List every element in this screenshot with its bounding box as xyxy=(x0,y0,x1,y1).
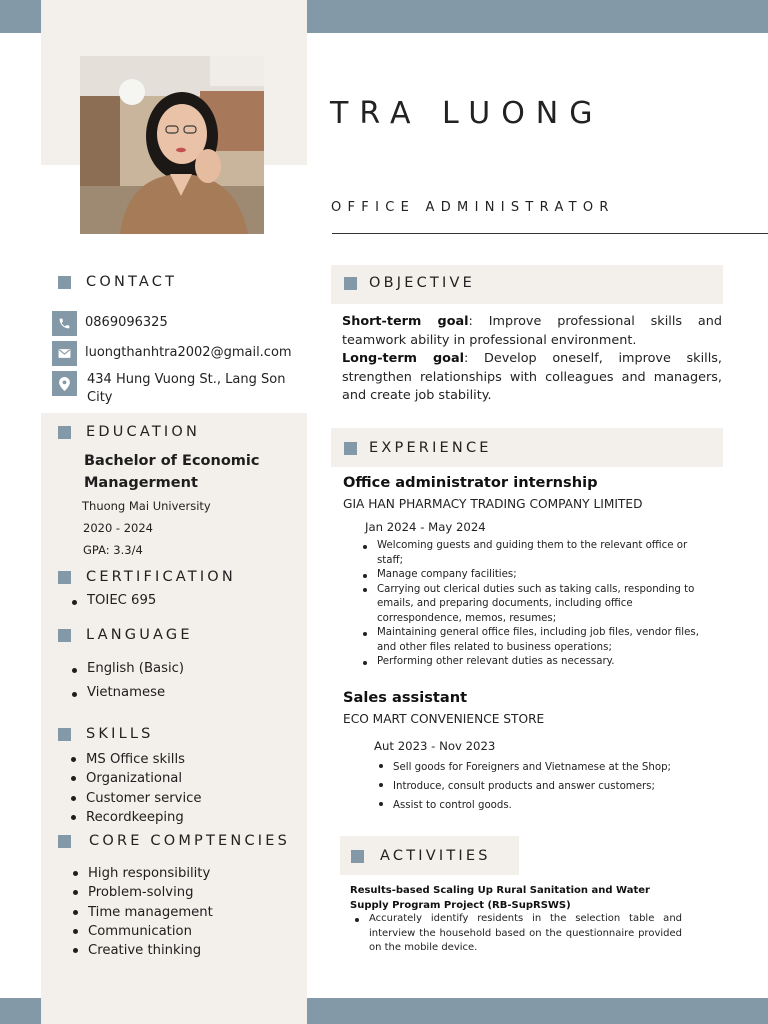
certification-heading xyxy=(58,569,236,585)
list-item: Time management xyxy=(71,903,213,922)
phone-icon xyxy=(52,311,77,336)
header-divider xyxy=(332,233,768,234)
core-competencies-list xyxy=(71,864,213,960)
location-pin-icon xyxy=(52,371,77,396)
heading-square-icon xyxy=(58,276,71,289)
list-item: Recordkeeping xyxy=(69,808,202,827)
list-item: Sell goods for Foreigners and Vietnamese at the Shop; xyxy=(378,758,708,777)
long-term-label: Long-term goal xyxy=(342,351,464,366)
list-item: Carrying out clerical duties such as taking calls, responding to emails, and preparing documents, including office correspondence, memos, resumes; xyxy=(362,583,712,627)
list-item: Performing other relevant duties as necessary. xyxy=(362,655,712,670)
education-school: Thuong Mai University xyxy=(82,499,211,513)
list-item: Maintaining general office files, including job files, vendor files, and other files related to business operations; xyxy=(362,626,712,655)
candidate-name: TRA LUONG xyxy=(330,96,604,131)
education-heading xyxy=(58,424,200,440)
education-gpa: GPA: 3.3/4 xyxy=(83,543,143,557)
job-company: ECO MART CONVENIENCE STORE xyxy=(343,712,545,726)
education-degree: Bachelor of Economic Managerment xyxy=(84,453,260,491)
skills-title: SKILLS xyxy=(86,726,154,742)
activity-project-title: Results-based Scaling Up Rural Sanitation and Water Supply Program Project (RB-SupRSWS) xyxy=(350,885,650,911)
list-item: TOIEC 695 xyxy=(70,593,156,608)
list-item: Organizational xyxy=(69,769,202,788)
heading-square-icon xyxy=(344,442,357,455)
list-item: High responsibility xyxy=(71,864,213,883)
list-item: Customer service xyxy=(69,789,202,808)
certification-title: CERTIFICATION xyxy=(86,569,236,585)
activities-heading xyxy=(351,848,491,864)
objective-heading xyxy=(344,275,475,291)
list-item: Assist to control goods. xyxy=(378,796,708,815)
job-company: GIA HAN PHARMACY TRADING COMPANY LIMITED xyxy=(343,497,643,511)
list-item: Communication xyxy=(71,922,213,941)
activities-title: ACTIVITIES xyxy=(380,848,491,864)
education-years: 2020 - 2024 xyxy=(83,521,153,535)
heading-square-icon xyxy=(58,835,71,848)
list-item: Problem-solving xyxy=(71,883,213,902)
heading-square-icon xyxy=(58,728,71,741)
heading-square-icon xyxy=(58,629,71,642)
job-title: Office administrator internship xyxy=(343,474,598,491)
objective-text xyxy=(342,313,722,406)
list-item: Accurately identify residents in the selection table and interview the household based on the questionnaire provided on the mobile device. xyxy=(354,912,682,956)
job-date: Jan 2024 - May 2024 xyxy=(365,520,486,534)
heading-square-icon xyxy=(58,426,71,439)
contact-title: CONTACT xyxy=(86,274,178,290)
language-title: LANGUAGE xyxy=(86,627,193,643)
list-item: Welcoming guests and guiding them to the relevant office or staff; xyxy=(362,539,712,568)
language-list xyxy=(70,661,184,700)
list-item: MS Office skills xyxy=(69,750,202,769)
mail-icon xyxy=(52,341,77,366)
list-item: Vietnamese xyxy=(70,685,184,700)
certification-list xyxy=(70,593,156,608)
phone-text: 0869096325 xyxy=(85,315,168,330)
job-date: Aut 2023 - Nov 2023 xyxy=(374,739,496,753)
email-text: luongthanhtra2002@gmail.com xyxy=(85,345,292,360)
contact-phone[interactable] xyxy=(52,311,168,336)
objective-title: OBJECTIVE xyxy=(369,275,475,291)
profile-photo xyxy=(80,56,264,234)
contact-heading xyxy=(58,274,177,290)
education-title: EDUCATION xyxy=(86,424,201,440)
heading-square-icon xyxy=(344,277,357,290)
job-title: Sales assistant xyxy=(343,689,468,706)
core-competencies-heading xyxy=(58,833,290,849)
experience-title: EXPERIENCE xyxy=(369,440,492,456)
activity-list xyxy=(354,912,682,956)
skills-list xyxy=(69,750,202,827)
experience-heading xyxy=(344,440,492,456)
heading-square-icon xyxy=(58,571,71,584)
list-item: English (Basic) xyxy=(70,661,184,676)
short-term-text: : Improve professional skills and teamwork ability in professional environment. xyxy=(342,314,722,348)
language-heading xyxy=(58,627,193,643)
long-term-text: : Develop oneself, improve skills, strengthen relationships with colleagues and managers, and create job stability. xyxy=(342,351,722,403)
job-duties-list xyxy=(378,758,708,815)
candidate-role: OFFICE ADMINISTRATOR xyxy=(331,200,615,215)
list-item: Manage company facilities; xyxy=(362,568,712,583)
contact-address xyxy=(52,371,292,407)
job-duties-list xyxy=(362,539,712,670)
contact-email[interactable] xyxy=(52,341,292,366)
list-item: Creative thinking xyxy=(71,941,213,960)
skills-heading xyxy=(58,726,154,742)
heading-square-icon xyxy=(351,850,364,863)
short-term-label: Short-term goal xyxy=(342,314,469,329)
address-text: 434 Hung Vuong St., Lang Son City xyxy=(87,372,286,405)
core-competencies-title: CORE COMPTENCIES xyxy=(89,833,291,849)
list-item: Introduce, consult products and answer customers; xyxy=(378,777,708,796)
